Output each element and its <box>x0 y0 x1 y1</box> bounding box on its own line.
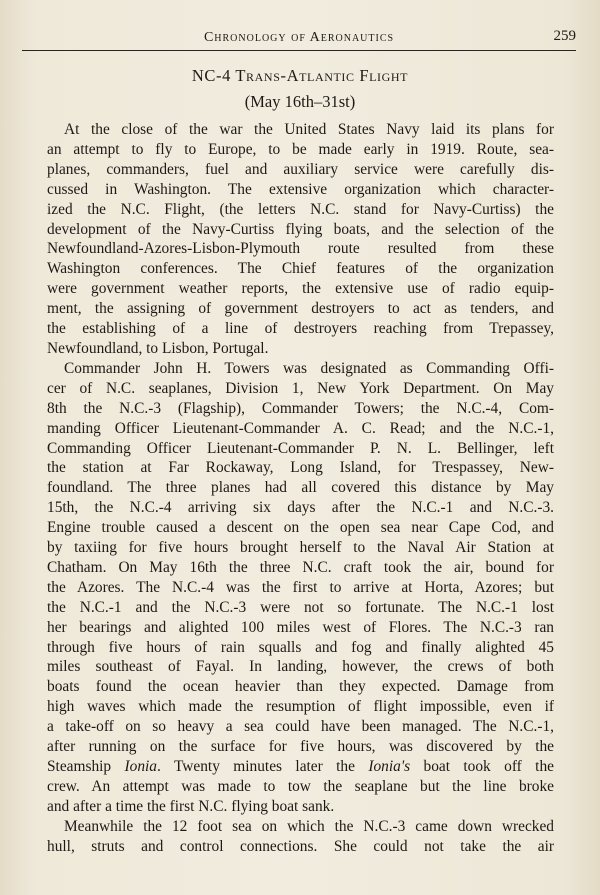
ship-line-middle: . Twenty minutes later the <box>157 758 369 775</box>
text-line: Chatham. On May 16th the three N.C. craft took the air, bound for <box>47 558 554 576</box>
text-line: Commander John H. Towers was designated as Commanding Offi- <box>64 359 554 377</box>
text-line: an attempt to fly to Europe, to be made early in 1919. Route, sea- <box>47 140 554 158</box>
text-line: the establishing of a line of destroyers reaching from Trepassey, <box>47 320 554 338</box>
text-line: cer of N.C. seaplanes, Division 1, New York Department. On May <box>47 379 554 397</box>
running-title: Chronology of Aeronautics <box>203 30 395 45</box>
text-line: the Azores. The N.C.-4 was the first to arrive at Horta, Azores; but <box>47 578 554 596</box>
text-line: Meanwhile the 12 foot sea on which the N.C.-3 came down wrecked <box>64 817 554 835</box>
text-line: high waves which made the resumption of flight impossible, even if <box>47 698 554 716</box>
text-line: the N.C.-1 and the N.C.-3 were not so fortunate. The N.C.-1 lost <box>47 598 554 616</box>
text-line: cussed in Washington. The extensive organization which character- <box>47 180 554 198</box>
text-line: ized the N.C. Flight, (the letters N.C. stand for Navy-Curtiss) the <box>47 200 554 218</box>
body-text <box>47 120 554 857</box>
text-line: Engine trouble caused a descent on the open sea near Cape Cod, and <box>47 519 554 537</box>
text-line: Commanding Officer Lieutenant-Commander P. N. L. Bellinger, left <box>47 439 554 457</box>
text-line: were government weather reports, the extensive use of radio equip- <box>47 280 554 298</box>
page-number: 259 <box>553 28 576 44</box>
text-line: ment, the assigning of government destroyers to act as tenders, and <box>47 300 554 318</box>
text-line: hull, struts and control connections. She could not take the air <box>47 837 554 855</box>
text-line: the station at Far Rockaway, Long Island, for Trespassey, New- <box>47 459 554 477</box>
ship-name-possessive: Ionia's <box>368 758 411 775</box>
text-line: her bearings and alighted 100 miles west of Flores. The N.C.-3 ran <box>47 618 554 636</box>
text-line: 15th, the N.C.-4 arriving six days after the N.C.-1 and N.C.-3. <box>47 499 554 517</box>
text-line: At the close of the war the United States Navy laid its plans for <box>64 121 554 138</box>
text-line: after running on the surface for five hours, was discovered by the <box>47 738 554 756</box>
text-line: miles southeast of Fayal. In landing, however, the crews of both <box>47 658 554 676</box>
text-line: foundland. The three planes had all covered this distance by May <box>47 479 554 497</box>
text-line: development of the Navy-Curtiss flying boats, and the selection of the <box>47 220 554 238</box>
text-line: 8th the N.C.-3 (Flagship), Commander Towers; the N.C.-4, Com- <box>47 399 554 417</box>
text-line: through five hours of rain squalls and fog and finally alighted 45 <box>47 638 554 656</box>
text-line: a take-off on so heavy a sea could have been managed. The N.C.-1, <box>47 718 554 736</box>
paragraph-2 <box>47 359 554 817</box>
ship-line-after: boat took off the <box>410 758 554 775</box>
text-line: Newfoundland-Azores-Lisbon-Plymouth route resulted from these <box>47 240 554 258</box>
paragraph-3 <box>47 817 554 857</box>
section-title: NC-4 Trans-Atlantic Flight <box>191 66 409 85</box>
text-line: Newfoundland, to Lisbon, Portugal. <box>47 339 269 357</box>
text-line: Washington conferences. The Chief features of the organization <box>47 260 554 278</box>
ship-name: Ionia <box>124 758 158 775</box>
text-line: by taxiing for five hours brought herself to the Naval Air Station at <box>47 539 554 557</box>
text-line: and after a time the first N.C. flying boat sank. <box>47 797 335 815</box>
text-line: boats found the ocean heavier than they expected. Damage from <box>47 678 554 696</box>
ship-line-before: Steamship <box>47 758 125 775</box>
header-rule <box>22 50 576 51</box>
text-line-ship <box>47 757 554 777</box>
paragraph-1 <box>47 120 554 359</box>
text-line: planes, commanders, fuel and auxiliary service were carefully dis- <box>47 160 554 178</box>
section-dates: (May 16th–31st) <box>244 92 356 111</box>
text-line: manding Officer Lieutenant-Commander A. C. Read; and the N.C.-1, <box>47 419 554 437</box>
text-line: crew. An attempt was made to tow the seaplane but the line broke <box>47 777 554 795</box>
running-head <box>22 26 576 52</box>
